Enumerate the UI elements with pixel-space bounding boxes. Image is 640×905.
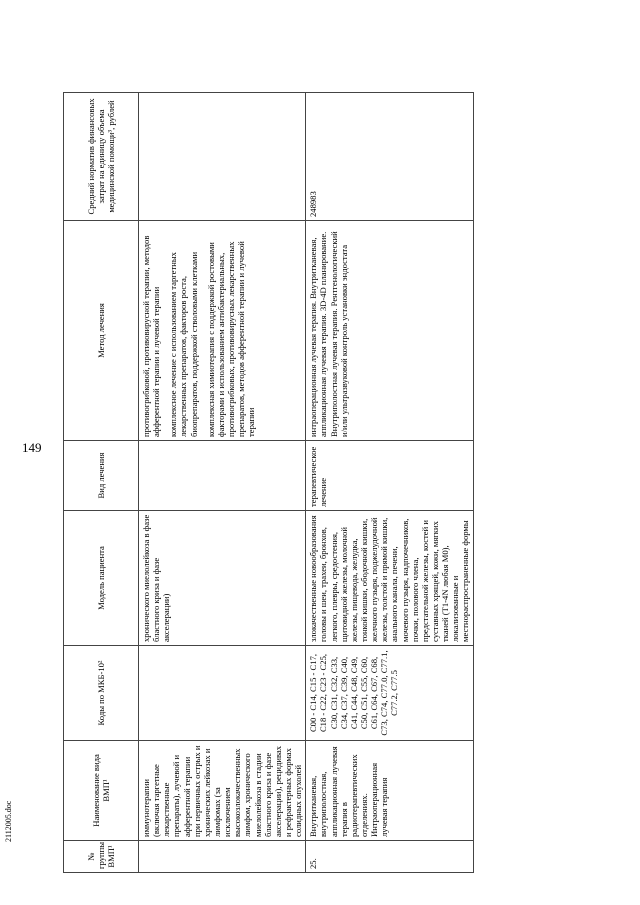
- cell-method: интраоперационная лучевая терапия. Внутритканевая, аппликационная лучевая терапия. 3D-4D планирование. Внутриполостная лучевая терапия. Рентгенологический и/или ультразвуковой контроль установки эндостата: [306, 221, 473, 441]
- cell-codes: [139, 646, 306, 741]
- cell-model: хронического миелолейкоза в фазе бластного криза и фазе акселерации): [139, 511, 306, 646]
- cell-name: Внутритканевая, внутриполостная, аппликационная лучевая терапия в радиотерапевтических отделениях. Интраоперационная лучевая терапия: [306, 741, 473, 841]
- page-number: 149: [22, 440, 42, 455]
- cell-cost: [139, 93, 306, 221]
- cell-group: [139, 841, 306, 873]
- treatment-table: [63, 92, 474, 873]
- method-paragraph: комплексная химиотерапия с поддержкой ростовыми факторами и использованием антибактериальных, противогрибковых, противовирусных лекарственных препаратов, методов афферентной терапии и лучевой терапии: [205, 241, 257, 437]
- header-name: Наименование вида ВМП¹: [64, 741, 139, 841]
- cell-cost: 248983: [306, 93, 473, 221]
- method-paragraph: противогрибковой, противовирусной терапии, методов афферентной терапии и лучевой терапии: [141, 235, 162, 437]
- header-method: Метод лечения: [64, 221, 139, 441]
- header-group: № группы ВМП¹: [64, 841, 139, 873]
- table-header-row: [64, 93, 139, 873]
- rotated-table-container: [63, 93, 595, 873]
- cell-type: терапевтическое лечение: [306, 441, 473, 511]
- header-codes: Коды по МКБ-10²: [64, 646, 139, 741]
- header-cost: Средний норматив финансовых затрат на единицу объема медицинской помощи³, рублей: [64, 93, 139, 221]
- cell-type: [139, 441, 306, 511]
- cell-model: злокачественные новообразования головы и шеи, трахеи, бронхов, легкого, плевры, средостения, щитовидной железы, молочной железы, пищевода, желудка, тонкой кишки, ободочной кишки, желчного пузыря, поджелудочной железы, толстой и прямой кишки, анального канала, печени, мочевого пузыря, надпочечников, почки, полового члена, предстательной железы, костей и суставных хрящей, кожи, мягких тканей (T1-4N любая M0), локализованные и местнораспространенные формы: [306, 511, 473, 646]
- table-row-25: [306, 93, 473, 873]
- header-model: Модель пациента: [64, 511, 139, 646]
- cell-name: иммунотерапии (включая таргетные лекарственные препараты), лучевой и афферентной терапии при первичных острых и хронических лейкозах и лимфомах (за исключением высокозлокачественных лимфом, хронического миелолейкоза в стадии бластного криза и фазе акселерации), рецидивах и рефрактерных формах солидных опухолей: [139, 741, 306, 841]
- table-row-continuation: [139, 93, 306, 873]
- header-type: Вид лечения: [64, 441, 139, 511]
- method-paragraph: комплексное лечение с использованием таргетных лекарственных препаратов, факторов роста, биопрепаратов, поддержкой стволовыми клетками: [168, 251, 199, 437]
- cell-group: 25.: [306, 841, 473, 873]
- document-code: 2112005.doc: [4, 800, 13, 842]
- cell-codes: C00 - C14, C15 - C17, C18 - C22, C23 - C25, C30, C31, C32, C33, C34, C37, C39, C40, C41, C44, C48, C49, C50, C51, C55, C60, C61, C64, C67, C68, C73, C74, C77.0, C77.1, C77.2, C77.5: [306, 646, 473, 741]
- cell-method: [139, 221, 306, 441]
